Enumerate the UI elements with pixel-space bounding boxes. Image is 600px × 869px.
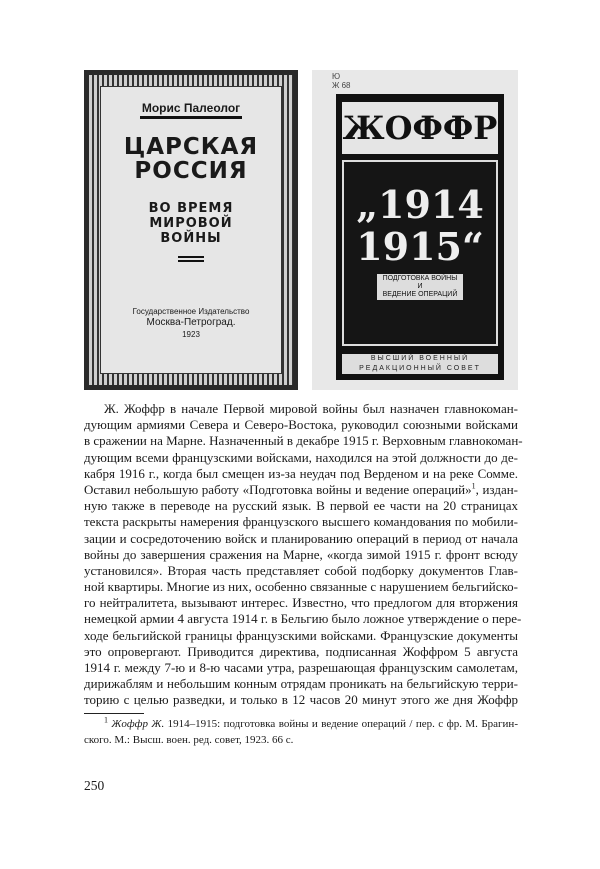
text-span: Оставил небольшую работу «Подготовка войны и ведение операций» [84, 481, 472, 497]
cover-subtitle [377, 274, 464, 300]
cover-subtitle-line: ВЕДЕНИЕ ОПЕРАЦИЙ [382, 291, 458, 298]
library-mark-line: Ю [332, 72, 341, 81]
cover-subtitle-line: ВОЙНЫ [160, 231, 222, 246]
footnote-ref[interactable]: 1 [471, 481, 476, 491]
footnote-divider [84, 713, 144, 714]
text-line: дующим армиями Севера и Северо-Востока, руководил союзными войсками [84, 417, 518, 433]
text-line [84, 482, 518, 498]
cover-publisher [342, 354, 498, 374]
cover-author: ЖОФФР [342, 102, 498, 154]
cover-publisher-line: РЕДАКЦИОННЫЙ СОВЕТ [359, 365, 481, 372]
text-line: это опровергают. Приводится директива, подписанная Жоффром 5 августа [84, 643, 518, 659]
text-line: ную также в переводе на русский язык. В первой ее части на 20 страницах [84, 498, 518, 514]
cover-title-line: РОССИЯ [134, 158, 248, 184]
body-text [84, 401, 523, 709]
text-line: дующим всеми французскими войсками, находился на этой должности до де- [84, 449, 518, 465]
text-line: зации и сосредоточению войск и планированию операций в период от начала [84, 530, 518, 546]
cover-publisher-line: ВЫСШИЙ ВОЕННЫЙ [370, 355, 470, 362]
cover-year-2: 1915“ [356, 224, 484, 269]
footnote-text: 1914–1915: подготовка войны и ведение операций / пер. с фр. М. Брагин- [164, 718, 518, 730]
cover-joffre-1914-1915 [312, 70, 518, 390]
footnote-line: ского. М.: Высш. воен. ред. совет, 1923. 66 с. [84, 734, 294, 746]
footnote [84, 716, 518, 748]
footnote-number: 1 [104, 715, 108, 725]
cover-subtitle-line: И [417, 283, 423, 290]
page-number: 250 [84, 778, 105, 793]
text-line: торию с целью разведки, и только в 12 часов 20 минут этого же дня Жоффр [84, 692, 518, 708]
library-mark [332, 72, 351, 90]
text-line: го нейтралитета, вызывают интерес. Известно, что предлогом для вторжения [84, 595, 518, 611]
text-span: , издан- [475, 481, 519, 497]
text-line: ходе бельгийской границы французскими войсками. Французские документы [84, 627, 518, 643]
cover-tsarskaya-rossiya [84, 70, 298, 390]
cover-subtitle-line: ПОДГОТОВКА ВОЙНЫ [382, 275, 458, 282]
text-line: Ж. Жоффр в начале Первой мировой войны был назначен главнокоман- [104, 401, 518, 416]
footnote-author: Жоффр Ж. [111, 718, 165, 730]
text-line: в сражении на Марне. Назначенный в декабре 1915 г. Верховным главнокоман- [84, 433, 523, 449]
decorative-rule [178, 256, 204, 262]
library-mark-line: Ж 68 [332, 81, 351, 90]
cover-author: Морис Палеолог [140, 101, 242, 119]
text-line: 1914 г. между 7-ю и 8-ю часами утра, разрешающая французским самолетам, [84, 660, 518, 675]
cover-subtitle-line: МИРОВОЙ [149, 216, 233, 231]
text-line: войны до завершения сражения на Марне, «когда зимой 1915 г. фронт всюду [84, 546, 518, 562]
cover-subtitle-line: ВО ВРЕМЯ [148, 201, 234, 216]
text-line: дирижаблям и небольшим конным отрядам проникать на бельгийскую терри- [84, 676, 518, 692]
cover-publisher: Государственное Издательство [132, 307, 250, 316]
footnote-line [84, 716, 518, 732]
cover-title-line: ЦАРСКАЯ [123, 134, 259, 160]
text-line: текста раскрыты намерения французского высшего командования по мобили- [84, 514, 518, 530]
text-line: немецкой армии 4 августа 1914 г. в Бельгию было ложное утверждение о пере- [84, 611, 522, 627]
cover-city: Москва-Петроград. [146, 317, 236, 328]
text-line: кабря 1916 г., когда был смещен из-за неудач под Верденом и на реке Сомме. [84, 465, 518, 481]
text-line: ной квартиры. Многие из них, особенно связанные с нарушением бельгийско- [84, 579, 518, 595]
cover-year-1: „1914 [356, 182, 484, 227]
cover-year: 1923 [182, 330, 200, 339]
text-line: установился». Вторая часть представляет собой подборку документов Глав- [84, 562, 518, 578]
